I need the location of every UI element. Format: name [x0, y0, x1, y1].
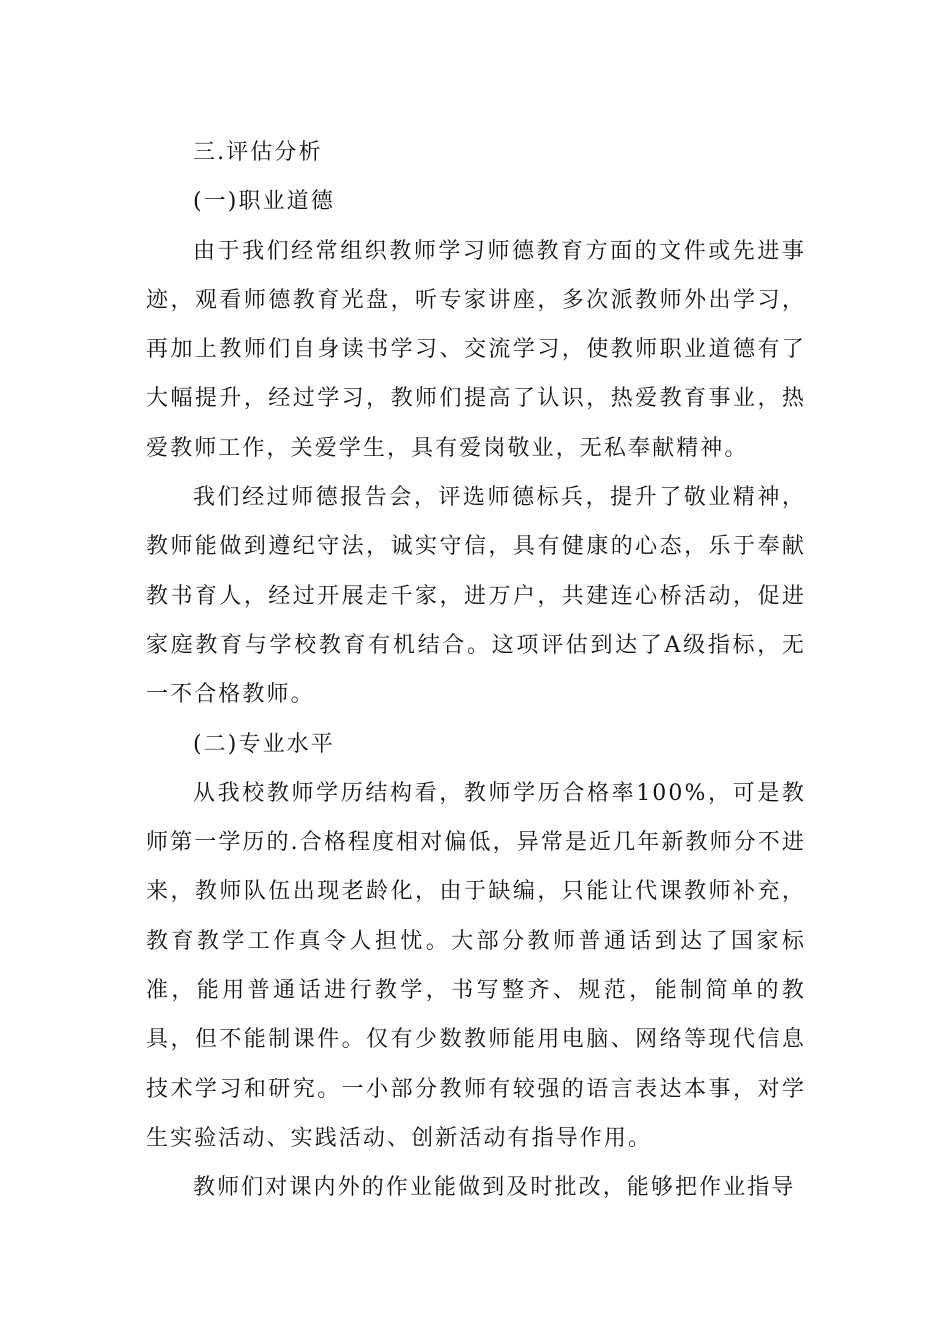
paragraph-professional-2: 教师们对课内外的作业能做到及时批改，能够把作业指导 [193, 1175, 796, 1201]
paragraph-professional-1: 从我校教师学历结构看，教师学历合格率100%，可是教师第一学历的.合格程度相对偏低，异常是近几年新教师分不进来，教师队伍出现老龄化，由于缺编，只能让代课教师补充，教育教学工作真令人担忧。大部分教师普通话到达了国家标准，能用普通话进行教学，书写整齐、规范，能制简单的教具，但不能制课件。仅有少数教师能用电脑、网络等现代信息技术学习和研究。一小部分教师有较强的语言表达本事，对学生实验活动、实践活动、创新活动有指导作用。 [146, 780, 806, 1151]
document-body [146, 128, 806, 1213]
section-title: 三.评估分析 [193, 140, 323, 165]
paragraph-ethics-2: 我们经过师德报告会，评选师德标兵，提升了敬业精神，教师能做到遵纪守法，诚实守信，具有健康的心态，乐于奉献教书育人，经过开展走千家，进万户，共建连心桥活动，促进家庭教育与学校教育有机结合。这项评估到达了A级指标，无一不合格教师。 [146, 485, 806, 708]
subsection-title-professional: (二)专业水平 [193, 731, 335, 757]
paragraph-ethics-1: 由于我们经常组织教师学习师德教育方面的文件或先进事迹，观看师德教育光盘，听专家讲座，多次派教师外出学习，再加上教师们自身读书学习、交流学习，使教师职业道德有了大幅提升，经过学习，教师们提高了认识，热爱教育事业，热爱教师工作，关爱学生，具有爱岗敬业，无私奉献精神。 [146, 238, 806, 461]
subsection-title-ethics: (一)职业道德 [193, 189, 335, 215]
